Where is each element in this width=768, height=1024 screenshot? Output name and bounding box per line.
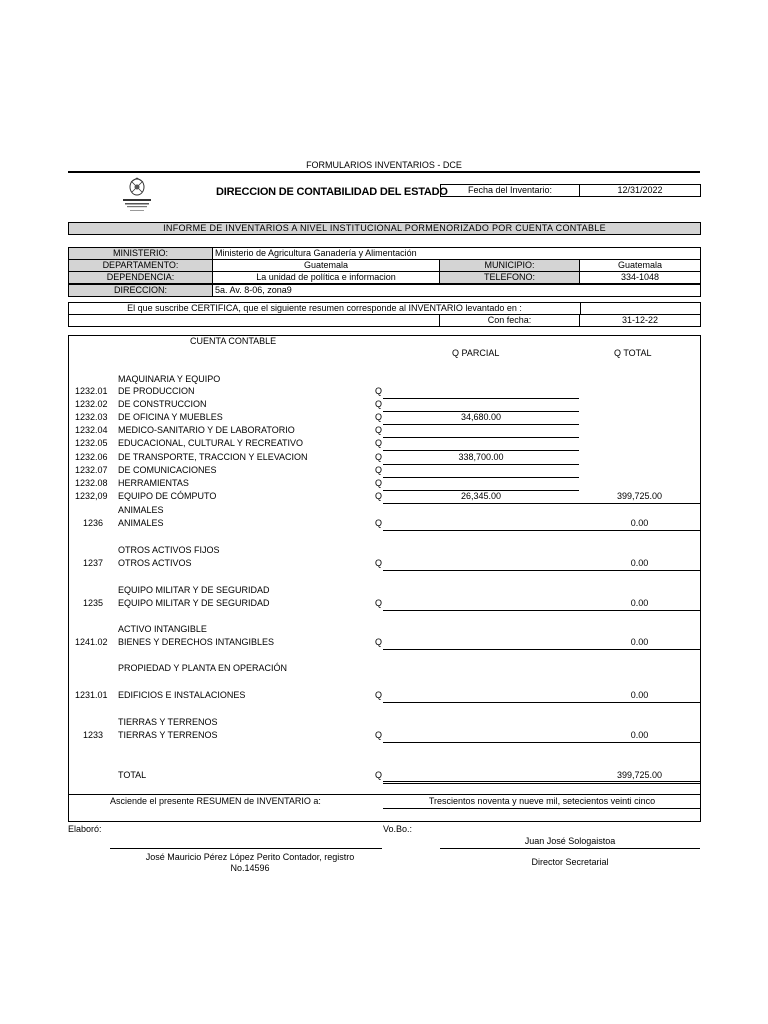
- currency-symbol: Q: [375, 637, 383, 647]
- resumen-value: Trescientos noventa y nueve mil, setecientos veinti cinco: [428, 796, 656, 806]
- table-row: [0, 689, 768, 701]
- parcial-value: 338,700.00: [458, 452, 504, 462]
- table-row: [0, 385, 768, 397]
- account-desc: ANIMALES: [118, 518, 164, 528]
- account-code: 1232.05: [75, 438, 108, 448]
- account-code: 1231.01: [75, 690, 108, 700]
- cuenta-contable-header: CUENTA CONTABLE: [190, 336, 277, 346]
- departamento-value: Guatemala: [212, 259, 440, 272]
- account-desc: DE PRODUCCION: [118, 386, 195, 396]
- currency-symbol: Q: [375, 425, 383, 435]
- table-row: [0, 557, 768, 569]
- table-row: [0, 398, 768, 410]
- municipio-label: MUNICIPIO:: [439, 259, 580, 272]
- account-desc: EQUIPO DE CÓMPUTO: [118, 491, 217, 501]
- parcial-header: Q PARCIAL: [452, 348, 500, 358]
- account-desc: DE COMUNICACIONES: [118, 465, 217, 475]
- table-row: [0, 464, 768, 476]
- account-code: 1241.02: [75, 637, 108, 647]
- total-value: 399,725.00: [616, 491, 663, 501]
- vobo-name: Juan José Sologaistoa: [524, 836, 616, 846]
- group-maquinaria: MAQUINARIA Y EQUIPO: [118, 374, 221, 384]
- currency-symbol: Q: [375, 478, 383, 488]
- telefono-label: TELEFONO:: [439, 271, 580, 284]
- account-desc: EDIFICIOS E INSTALACIONES: [118, 690, 246, 700]
- ministerio-label: MINISTERIO:: [68, 247, 213, 260]
- elaboro-name: José Mauricio Pérez López Perito Contador, registro No.14596: [145, 852, 355, 873]
- account-desc: DE TRANSPORTE, TRACCION Y ELEVACION: [118, 452, 308, 462]
- vobo-label: Vo.Bo.:: [383, 824, 413, 834]
- total-value: 0.00: [630, 518, 649, 528]
- group-propiedad: PROPIEDAD Y PLANTA EN OPERACIÓN: [118, 663, 288, 673]
- currency-symbol: Q: [375, 690, 383, 700]
- fecha-inventario-value: 12/31/2022: [579, 184, 701, 197]
- account-desc: HERRAMIENTAS: [118, 478, 189, 488]
- account-code: 1232.03: [75, 412, 108, 422]
- municipio-value: Guatemala: [579, 259, 701, 272]
- con-fecha-label: Con fecha:: [439, 314, 580, 327]
- total-row: [0, 769, 768, 781]
- dependencia-value: La unidad de política e informacion: [212, 271, 440, 284]
- account-code: 1232.07: [75, 465, 108, 475]
- group-animales: ANIMALES: [118, 505, 164, 515]
- ministerio-value: Ministerio de Agricultura Ganadería y Alimentación: [212, 247, 701, 260]
- currency-symbol: Q: [375, 465, 383, 475]
- currency-symbol: Q: [375, 770, 383, 780]
- account-code: 1232.06: [75, 452, 108, 462]
- table-row: [0, 517, 768, 529]
- group-militar: EQUIPO MILITAR Y DE SEGURIDAD: [118, 585, 270, 595]
- account-code: 1236: [83, 518, 104, 528]
- total-value: 0.00: [630, 558, 649, 568]
- certifica-blank-row: [68, 314, 440, 327]
- con-fecha-value: 31-12-22: [579, 314, 701, 327]
- account-code: 1233: [83, 730, 104, 740]
- total-value: 0.00: [630, 598, 649, 608]
- fecha-inventario-label: Fecha del Inventario:: [440, 184, 580, 197]
- table-row: [0, 411, 768, 423]
- dependencia-label: DEPENDENCIA:: [68, 271, 213, 284]
- currency-symbol: Q: [375, 412, 383, 422]
- table-row: [0, 597, 768, 609]
- total-header: Q TOTAL: [614, 348, 652, 358]
- table-row: [0, 451, 768, 463]
- direccion-value: 5a. Av. 8-06, zona9: [212, 284, 701, 297]
- currency-symbol: Q: [375, 730, 383, 740]
- telefono-value: 334-1048: [579, 271, 701, 284]
- account-code: 1232.04: [75, 425, 108, 435]
- currency-symbol: Q: [375, 518, 383, 528]
- account-code: 1232,09: [75, 491, 108, 501]
- account-code: 1232.08: [75, 478, 108, 488]
- grand-total-value: 399,725.00: [616, 770, 663, 780]
- total-value: 0.00: [630, 637, 649, 647]
- currency-symbol: Q: [375, 386, 383, 396]
- parcial-value: 26,345.00: [460, 491, 502, 501]
- form-title: FORMULARIOS INVENTARIOS - DCE: [306, 160, 462, 170]
- departamento-label: DEPARTAMENTO:: [68, 259, 213, 272]
- account-code: 1235: [83, 598, 104, 608]
- direccion-label: DIRECCION:: [68, 284, 213, 297]
- group-intangible: ACTIVO INTANGIBLE: [118, 624, 207, 634]
- table-row: [0, 490, 768, 502]
- total-label: TOTAL: [118, 770, 147, 780]
- account-desc: DE CONSTRUCCION: [118, 399, 207, 409]
- account-desc: BIENES Y DERECHOS INTANGIBLES: [118, 637, 275, 647]
- group-otros-activos: OTROS ACTIVOS FIJOS: [118, 545, 220, 555]
- coat-of-arms-icon: [117, 176, 157, 218]
- account-desc: EQUIPO MILITAR Y DE SEGURIDAD: [118, 598, 270, 608]
- account-desc: TIERRAS Y TERRENOS: [118, 730, 218, 740]
- account-desc: MEDICO-SANITARIO Y DE LABORATORIO: [118, 425, 295, 435]
- table-row: [0, 636, 768, 648]
- account-code: 1237: [83, 558, 104, 568]
- account-desc: DE OFICINA Y MUEBLES: [118, 412, 223, 422]
- table-row: [0, 424, 768, 436]
- currency-symbol: Q: [375, 399, 383, 409]
- currency-symbol: Q: [375, 558, 383, 568]
- currency-symbol: Q: [375, 598, 383, 608]
- resumen-label: Asciende el presente RESUMEN de INVENTARIO a:: [110, 796, 321, 806]
- org-title: DIRECCION DE CONTABILIDAD DEL ESTADO: [216, 186, 448, 198]
- account-desc: OTROS ACTIVOS: [118, 558, 192, 568]
- account-code: 1232.01: [75, 386, 108, 396]
- vobo-title: Director Secretarial: [531, 857, 609, 867]
- currency-symbol: Q: [375, 452, 383, 462]
- total-value: 0.00: [630, 690, 649, 700]
- account-code: 1232.02: [75, 399, 108, 409]
- currency-symbol: Q: [375, 438, 383, 448]
- report-title: INFORME DE INVENTARIOS A NIVEL INSTITUCIONAL PORMENORIZADO POR CUENTA CONTABLE: [68, 222, 701, 235]
- parcial-value: 34,680.00: [460, 412, 502, 422]
- account-desc: EDUCACIONAL, CULTURAL Y RECREATIVO: [118, 438, 304, 448]
- table-row: [0, 437, 768, 449]
- elaboro-label: Elaboró:: [68, 824, 102, 834]
- table-row: [0, 729, 768, 741]
- table-row: [0, 477, 768, 489]
- group-tierras: TIERRAS Y TERRENOS: [118, 717, 218, 727]
- certifica-text: El que suscribe CERTIFICA, que el siguiente resumen corresponde al INVENTARIO levantado en :: [68, 302, 581, 315]
- total-value: 0.00: [630, 730, 649, 740]
- ministry-logo: [117, 176, 157, 218]
- currency-symbol: Q: [375, 491, 383, 501]
